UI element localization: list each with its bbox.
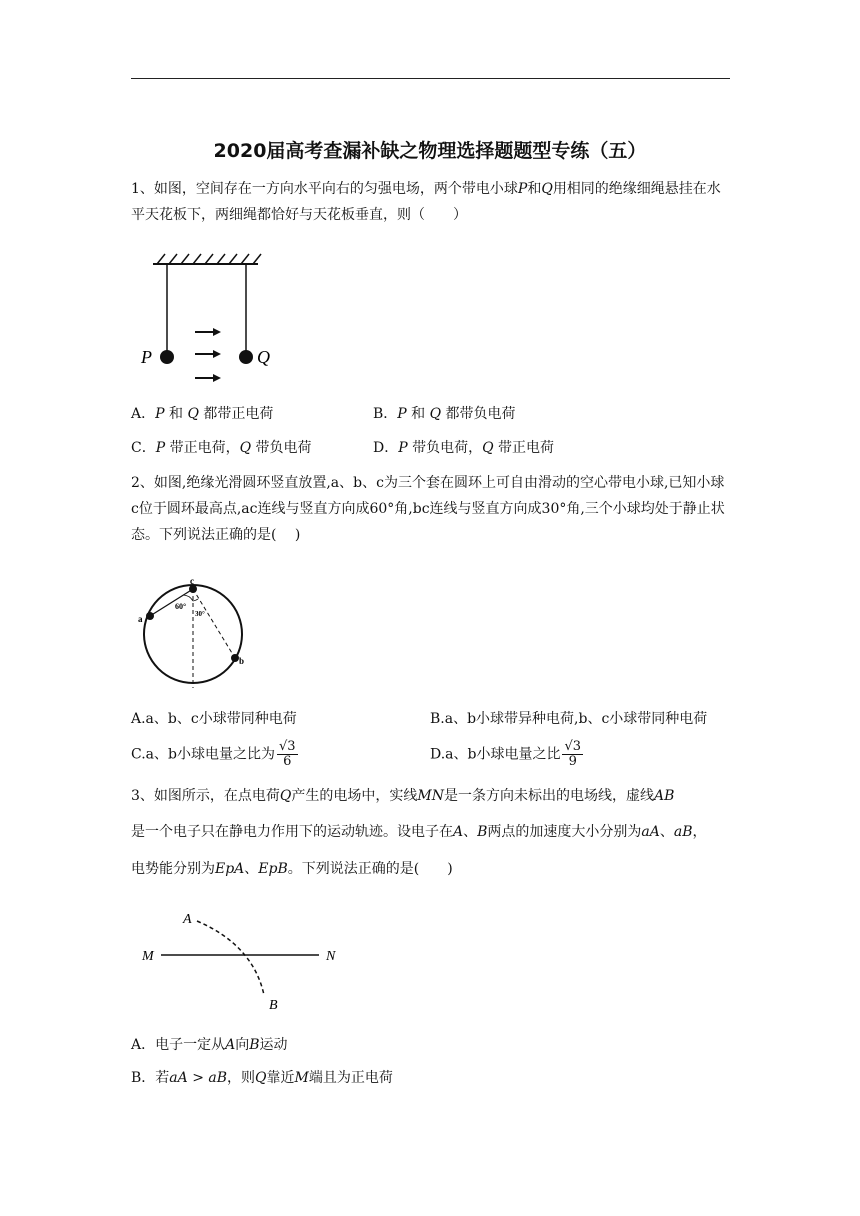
question-3-line-2: 是一个电子只在静电力作用下的运动轨迹。设电子在A、B两点的加速度大小分别为aA、aB， bbox=[131, 824, 707, 840]
q2-option-c-fraction: $\frac{√3}{6}$ bbox=[278, 739, 296, 769]
label-m: M bbox=[142, 949, 154, 964]
q2-option-d-fraction: $\frac{√3}{9}$ bbox=[564, 739, 582, 769]
q1-option-c: C．P 带正电荷，Q 带负电荷 bbox=[131, 440, 312, 456]
header-rule bbox=[131, 78, 730, 79]
label-a: a bbox=[138, 614, 143, 624]
q3-figure bbox=[131, 905, 361, 1015]
ball-p bbox=[160, 350, 174, 364]
label-n: N bbox=[326, 949, 336, 964]
label-q: Q bbox=[257, 347, 270, 367]
label-b: b bbox=[239, 656, 245, 666]
label-a: A bbox=[183, 912, 192, 927]
question-3-line-3: 电势能分别为EpA、EpB。下列说法正确的是( ) bbox=[131, 861, 453, 877]
angle-30-label: 30° bbox=[195, 610, 205, 618]
question-1-text: 1、如图，空间存在一方向水平向右的匀强电场，两个带电小球P和Q用相同的绝缘细绳悬挂在水平天花板下，两细绳都恰好与天花板垂直，则（ ） bbox=[131, 181, 721, 223]
question-2-text: 2、如图,绝缘光滑圆环竖直放置,a、b、c为三个套在圆环上可自由滑动的空心带电小球,已知小球c位于圆环最高点,ac连线与竖直方向成60°角,bc连线与竖直方向成30°角,三个小球均处于静止状态。下列说法正确的是( ) bbox=[131, 475, 725, 543]
q1-option-b: B．P 和 Q 都带负电荷 bbox=[373, 406, 516, 422]
ball-b bbox=[231, 654, 239, 662]
q1-option-d: D．P 带负电荷，Q 带正电荷 bbox=[373, 440, 555, 456]
ball-c bbox=[189, 585, 197, 593]
q2-figure bbox=[131, 572, 256, 694]
ball-a bbox=[146, 612, 154, 620]
q2-option-c: C.a、b小球电量之比为 $\frac{√3}{6}$ bbox=[131, 739, 296, 769]
page-title: 2020届高考查漏补缺之物理选择题题型专练（五） bbox=[213, 140, 647, 162]
q1-figure bbox=[131, 243, 306, 393]
q2-option-d: D.a、b小球电量之比 $\frac{√3}{9}$ bbox=[430, 739, 582, 769]
ball-q bbox=[239, 350, 253, 364]
question-3-line-1: 3、如图所示，在点电荷Q产生的电场中，实线MN是一条方向未标出的电场线，虚线AB bbox=[131, 788, 675, 804]
q3-option-a: A．电子一定从A向B运动 bbox=[131, 1037, 288, 1053]
q3-option-b: B．若aA > aB，则Q靠近M端且为正电荷 bbox=[131, 1070, 393, 1086]
q2-option-b: B.a、b小球带异种电荷,b、c小球带同种电荷 bbox=[430, 711, 708, 727]
q1-option-a: A．P 和 Q 都带正电荷 bbox=[131, 406, 274, 422]
angle-60-label: 60° bbox=[175, 602, 187, 611]
label-b: B bbox=[269, 998, 278, 1013]
label-p: P bbox=[141, 347, 152, 367]
q2-option-a: A.a、b、c小球带同种电荷 bbox=[131, 711, 297, 727]
label-c: c bbox=[190, 576, 194, 586]
